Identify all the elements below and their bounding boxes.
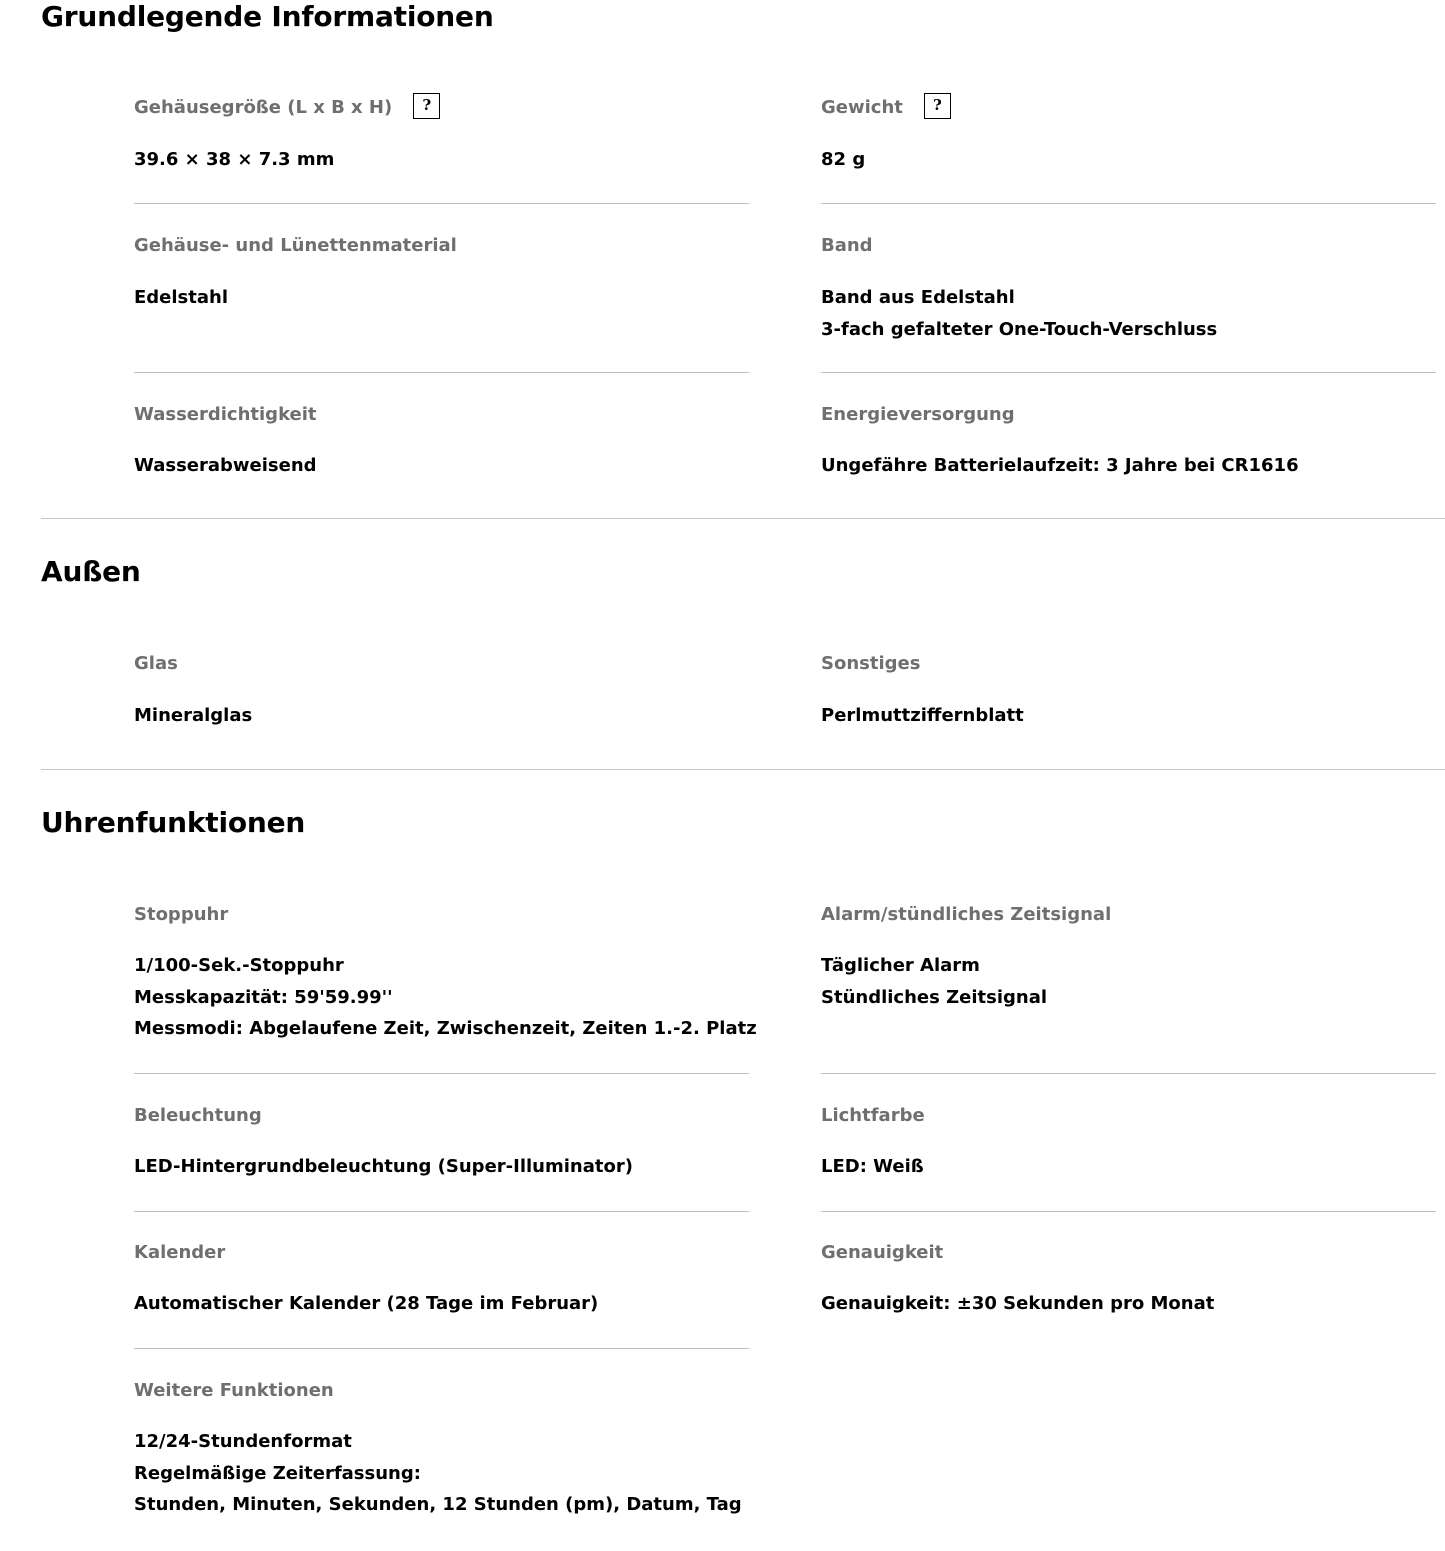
help-icon[interactable]: ?: [413, 93, 440, 119]
spec-value: Perlmuttziffernblatt: [821, 705, 1024, 726]
section-divider: [41, 769, 1445, 770]
spec-value-line: Messmodi: Abgelaufene Zeit, Zwischenzeit, Zeiten 1.-2. Platz: [134, 1018, 757, 1040]
spec-value: Genauigkeit: ±30 Sekunden pro Monat: [821, 1293, 1215, 1314]
spec-value: LED: Weiß: [821, 1156, 924, 1177]
spec-value-line: Stunden, Minuten, Sekunden, 12 Stunden (pm), Datum, Tag: [134, 1494, 742, 1516]
divider: [821, 1073, 1436, 1074]
divider: [821, 203, 1436, 204]
spec-label: Beleuchtung: [134, 1105, 262, 1126]
section-title-exterior: Außen: [41, 555, 141, 588]
spec-value-line: Täglicher Alarm: [821, 955, 980, 976]
spec-value: Ungefähre Batterielaufzeit: 3 Jahre bei CR1616: [821, 455, 1299, 476]
spec-label: Glas: [134, 653, 178, 674]
section-divider: [41, 518, 1445, 519]
spec-label: Lichtfarbe: [821, 1105, 925, 1126]
spec-value: [821, 282, 1217, 345]
help-icon[interactable]: ?: [924, 93, 951, 119]
spec-label: Sonstiges: [821, 653, 921, 674]
divider: [134, 372, 749, 373]
spec-label: Wasserdichtigkeit: [134, 404, 317, 425]
divider: [821, 372, 1436, 373]
divider: [134, 1211, 749, 1212]
spec-value: [821, 950, 1047, 1013]
spec-label: Gewicht: [821, 97, 903, 118]
spec-value: LED-Hintergrundbeleuchtung (Super-Illuminator): [134, 1156, 633, 1177]
spec-value-line: 1/100-Sek.-Stoppuhr: [134, 955, 344, 976]
spec-value: [134, 1426, 742, 1521]
spec-value: Wasserabweisend: [134, 455, 317, 476]
spec-value: Edelstahl: [134, 287, 229, 308]
spec-value: Mineralglas: [134, 705, 253, 726]
spec-label: Alarm/stündliches Zeitsignal: [821, 904, 1112, 925]
spec-label: Kalender: [134, 1242, 226, 1263]
spec-label: Gehäuse- und Lünettenmaterial: [134, 235, 457, 256]
spec-value-line: Regelmäßige Zeiterfassung:: [134, 1462, 421, 1484]
section-title-basic: Grundlegende Informationen: [41, 0, 494, 33]
section-title-functions: Uhrenfunktionen: [41, 806, 306, 839]
spec-value-line: Stündliches Zeitsignal: [821, 986, 1048, 1008]
spec-value: Automatischer Kalender (28 Tage im Februar): [134, 1293, 599, 1314]
spec-value: 39.6 × 38 × 7.3 mm: [134, 149, 335, 170]
divider: [821, 1211, 1436, 1212]
spec-value: [134, 950, 757, 1045]
spec-value-line: Messkapazität: 59'59.99'': [134, 986, 393, 1008]
spec-label: Weitere Funktionen: [134, 1380, 334, 1401]
spec-label: Energieversorgung: [821, 404, 1015, 425]
spec-label: Band: [821, 235, 873, 256]
spec-value-line: 3-fach gefalteter One-Touch-Verschluss: [821, 318, 1218, 340]
divider: [134, 1348, 749, 1349]
spec-value-line: Band aus Edelstahl: [821, 287, 1015, 308]
spec-value-line: 12/24-Stundenformat: [134, 1431, 352, 1452]
spec-label: Gehäusegröße (L x B x H): [134, 97, 393, 118]
spec-value: 82 g: [821, 149, 866, 170]
divider: [134, 1073, 749, 1074]
spec-label: Genauigkeit: [821, 1242, 944, 1263]
divider: [134, 203, 749, 204]
spec-label: Stoppuhr: [134, 904, 229, 925]
